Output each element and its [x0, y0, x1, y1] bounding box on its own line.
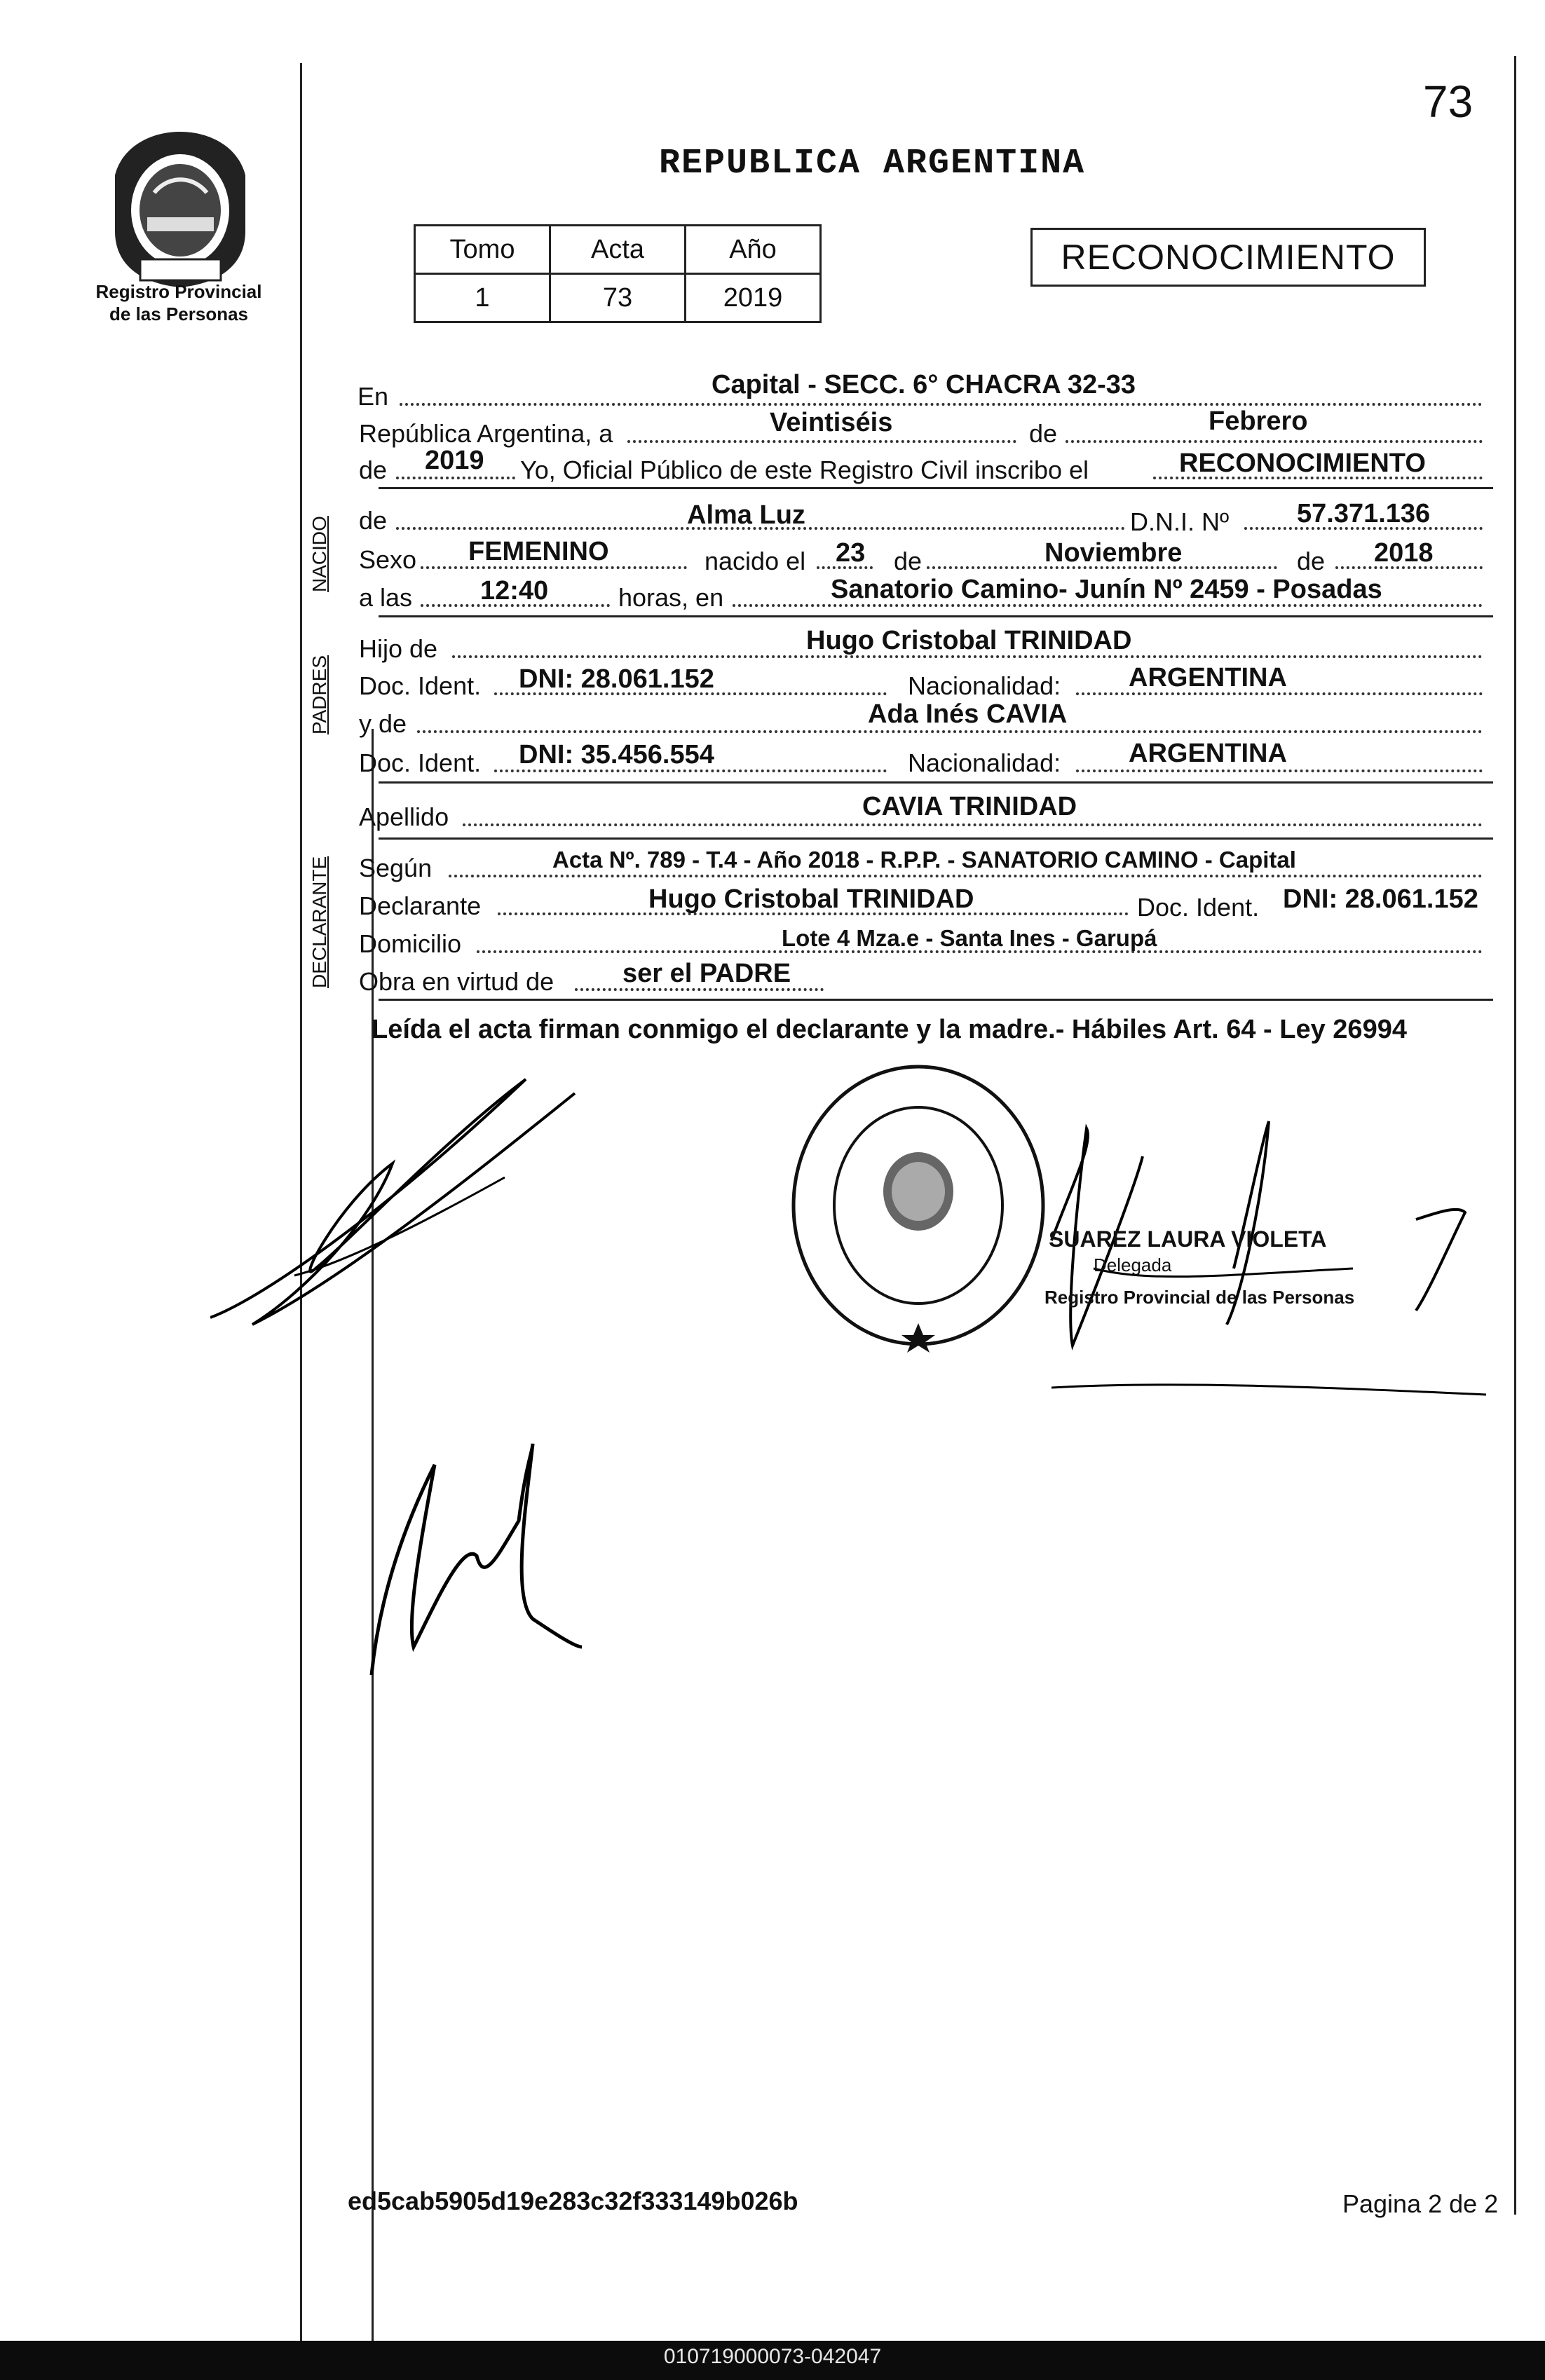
domicilio-value: Lote 4 Mza.e - Santa Ines - Garupá	[782, 925, 1157, 951]
declarante-signature-icon	[210, 1065, 603, 1346]
declarante-value: Hugo Cristobal TRINIDAD	[648, 884, 974, 914]
birth-month: Noviembre	[1044, 538, 1183, 568]
dotted-line	[449, 875, 1483, 877]
section-rule	[379, 487, 1493, 489]
section-rule	[379, 837, 1493, 840]
official-title: Delegada	[1094, 1254, 1172, 1276]
place-of-birth: Sanatorio Camino- Junín Nº 2459 - Posadas	[831, 575, 1382, 604]
obra-value: ser el PADRE	[622, 959, 791, 988]
dotted-line	[417, 730, 1483, 733]
hijo-label: Hijo de	[359, 634, 438, 663]
tomo-header: Tomo	[415, 226, 550, 274]
dotted-line	[1076, 770, 1483, 772]
domicilio-label: Domicilio	[359, 929, 462, 958]
official-stamp-icon	[785, 1058, 1051, 1353]
nacido-label: nacido el	[705, 547, 806, 575]
dni-value: 57.371.136	[1297, 499, 1431, 528]
sexo-value: FEMENINO	[468, 537, 609, 566]
time-value: 12:40	[480, 576, 549, 606]
dotted-line	[400, 403, 1483, 406]
de-label-3: de	[1297, 547, 1326, 575]
segun-label: Según	[359, 854, 433, 882]
day-value: Veintiséis	[770, 408, 893, 437]
republica-label: República Argentina, a	[359, 419, 613, 448]
closing-text: Leída el acta firman conmigo el declarante y la madre.- Hábiles Art. 64 - Ley 26994	[372, 1015, 1407, 1044]
dotted-line	[463, 823, 1483, 826]
declarante-doc: DNI: 28.061.152	[1283, 884, 1478, 914]
tomo-value: 1	[415, 274, 550, 322]
page-number: 73	[1423, 76, 1473, 127]
mother-nationality-label: Nacionalidad:	[908, 748, 1061, 777]
mother-signature-icon	[358, 1437, 589, 1689]
acta-header: Acta	[550, 226, 686, 274]
side-label-declarante: DECLARANTE	[308, 856, 330, 988]
place-value: Capital - SECC. 6° CHACRA 32-33	[712, 370, 1136, 399]
section-rule	[379, 999, 1493, 1001]
name-value: Alma Luz	[687, 500, 805, 530]
dotted-line	[396, 477, 515, 479]
inscribo-value: RECONOCIMIENTO	[1179, 449, 1426, 478]
right-margin-rule	[1514, 56, 1516, 2215]
side-label-nacido: NACIDO	[308, 516, 330, 592]
father-doc: DNI: 28.061.152	[519, 664, 714, 694]
mother-nationality: ARGENTINA	[1129, 739, 1287, 768]
tomo-table	[414, 224, 822, 323]
side-label-padres: PADRES	[308, 655, 330, 734]
year-value: 2019	[425, 446, 484, 475]
de-label-2: de	[894, 547, 923, 575]
record-type-box: RECONOCIMIENTO	[1030, 228, 1426, 287]
de-name-label: de	[359, 506, 388, 535]
en-label: En	[358, 382, 389, 411]
section-rule	[379, 781, 1493, 784]
anio-header: Año	[686, 226, 821, 274]
sexo-label: Sexo	[359, 545, 417, 574]
provincia-misiones-shield-icon	[105, 126, 256, 291]
country-title: REPUBLICA ARGENTINA	[659, 144, 1086, 184]
father-nationality: ARGENTINA	[1129, 663, 1287, 692]
dotted-line	[1066, 440, 1483, 443]
dni-label: D.N.I. Nº	[1130, 507, 1230, 536]
barcode-text: 010719000073-042047	[663, 2345, 882, 2368]
acta-value: 73	[550, 274, 686, 322]
official-name: SUAREZ LAURA VIOLETA	[1049, 1226, 1327, 1252]
mother-doc-label: Doc. Ident.	[359, 748, 482, 777]
father-name: Hugo Cristobal TRINIDAD	[806, 626, 1132, 655]
birth-year: 2018	[1374, 538, 1434, 568]
month-value: Febrero	[1209, 406, 1308, 436]
apellido-value: CAVIA TRINIDAD	[862, 792, 1077, 821]
a-las-label: a las	[359, 583, 413, 612]
dotted-line	[627, 440, 1016, 443]
declarante-doc-label: Doc. Ident.	[1137, 893, 1260, 922]
official-registry: Registro Provincial de las Personas	[1044, 1287, 1355, 1308]
year-prefix: de	[359, 456, 388, 484]
mother-doc: DNI: 35.456.554	[519, 740, 714, 770]
section-rule	[379, 615, 1493, 617]
anio-value: 2019	[686, 274, 821, 322]
segun-value: Acta Nº. 789 - T.4 - Año 2018 - R.P.P. - SANATORIO CAMINO - Capital	[552, 847, 1296, 873]
document-hash: ed5cab5905d19e283c32f333149b026b	[348, 2187, 798, 2215]
mother-name: Ada Inés CAVIA	[868, 699, 1068, 729]
birth-day: 23	[836, 538, 866, 568]
y-de-label: y de	[359, 709, 407, 738]
declarante-label: Declarante	[359, 891, 482, 920]
father-nationality-label: Nacionalidad:	[908, 671, 1061, 700]
horas-label: horas, en	[618, 583, 724, 612]
registry-label: Registro Provincial de las Personas	[95, 281, 262, 324]
obra-label: Obra en virtud de	[359, 967, 554, 996]
father-doc-label: Doc. Ident.	[359, 671, 482, 700]
de-label: de	[1029, 419, 1058, 448]
apellido-label: Apellido	[359, 802, 449, 831]
oficial-text: Yo, Oficial Público de este Registro Civil inscribo el	[520, 456, 1089, 484]
page-of-label: Pagina 2 de 2	[1342, 2189, 1499, 2218]
